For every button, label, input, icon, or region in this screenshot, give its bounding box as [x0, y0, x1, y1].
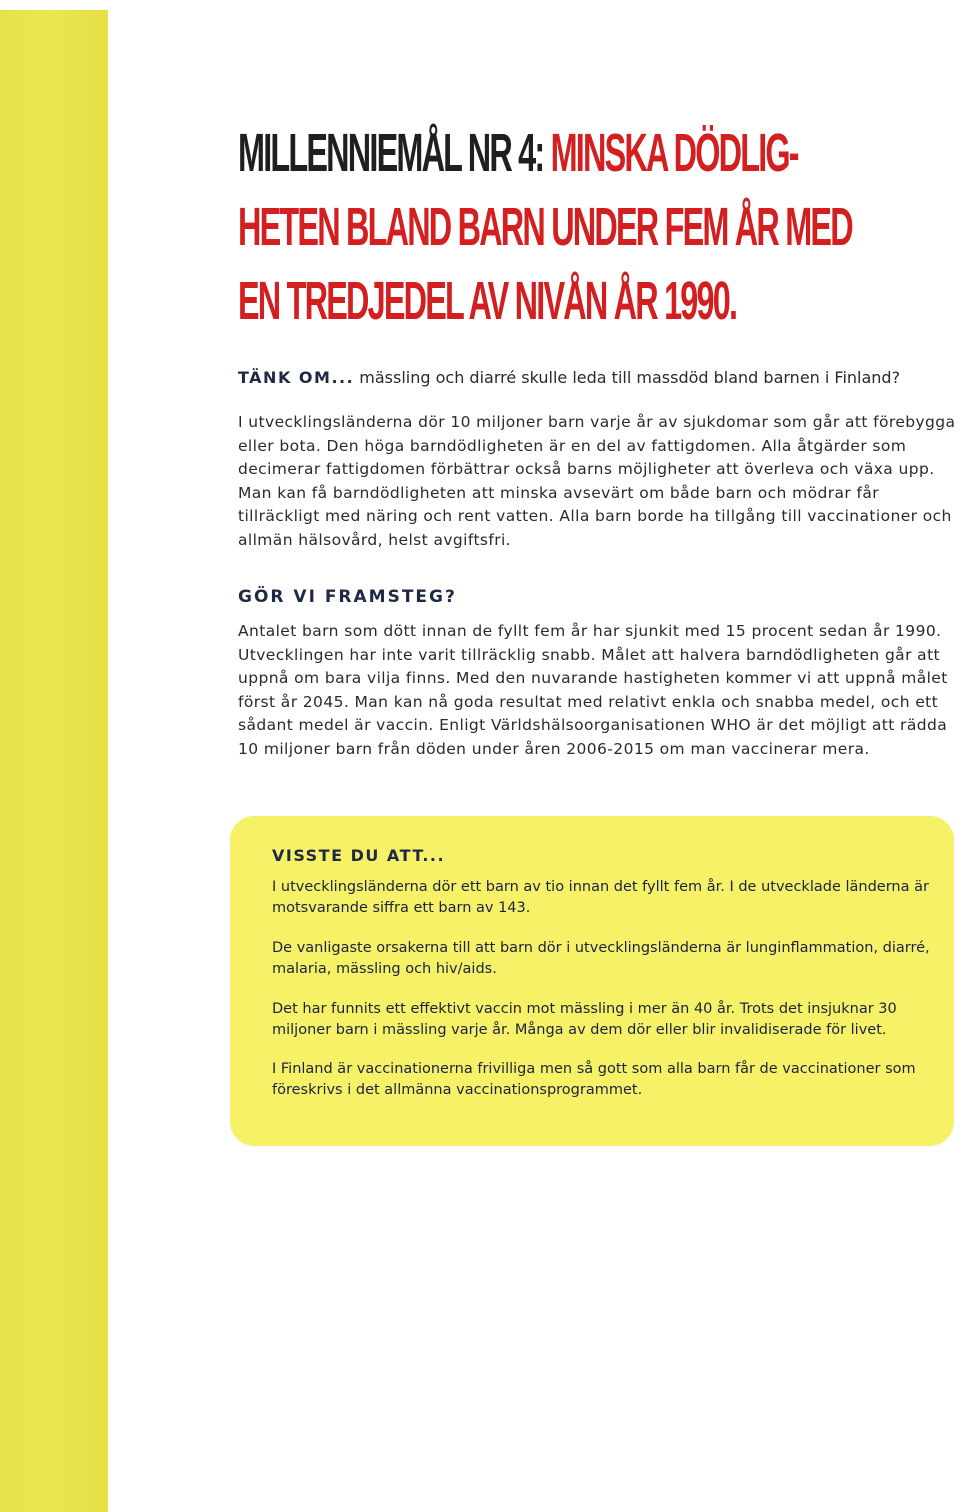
page-headline — [238, 116, 852, 338]
callout-paragraph: Det har funnits ett effektivt vaccin mot mässling i mer än 40 år. Trots det insjuknar 30 miljoner barn i mässling varje år. Många av dem dör eller blir invalidiserade för livet. — [272, 1001, 897, 1038]
fact-callout-box — [230, 816, 954, 1146]
headline-prefix: MILLENNIEMÅL NR 4: — [238, 123, 544, 183]
callout-heading: VISSTE DU ATT... — [272, 846, 446, 865]
callout-paragraph: De vanligaste orsakerna till att barn dör i utvecklingsländerna är lunginflammation, diarré, malaria, mässling och hiv/aids. — [272, 940, 930, 977]
body-paragraph-2: Antalet barn som dött innan de fyllt fem år har sjunkit med 15 procent sedan år 1990. Utvecklingen har inte varit tillräcklig snabb. Målet att halvera barndödligheten går att uppnå om bara vilja finns. Med den nuvarande hastigheten kommer vi att uppnå målet först år 2045. Man kan nå goda resultat med relativt enkla och snabba medel, och ett sådant medel är vaccin. Enligt Världshälsoorganisationen WHO är det möjligt att rädda 10 miljoner barn från döden under åren 2006-2015 om man vaccinerar mera. — [238, 622, 948, 758]
intro-text: mässling och diarré skulle leda till massdöd bland barnen i Finland? — [359, 368, 901, 387]
body-paragraph-1: I utvecklingsländerna dör 10 miljoner barn varje år av sjukdomar som går att förebygga eller bota. Den höga barndödligheten är en del av fattigdomen. Alla åtgärder som decimerar fattigdomen förbättrar också barns möjligheter att överleva och växa upp. Man kan få barndödligheten att minska avsevärt om både barn och mödrar får tillräckligt med näring och rent vatten. Alla barn borde ha tillgång till vaccinationer och allmän hälsovård, helst avgiftsfri. — [238, 413, 956, 549]
headline-line-2: HETEN BLAND BARN UNDER FEM ÅR MED — [238, 197, 852, 257]
callout-paragraph: I utvecklingsländerna dör ett barn av tio innan det fyllt fem år. I de utvecklade länderna är motsvarande siffra ett barn av 143. — [272, 879, 929, 916]
section-heading: GÖR VI FRAMSTEG? — [238, 587, 457, 607]
headline-accent: MINSKA DÖDLIG- — [550, 123, 798, 183]
headline-line-3: EN TREDJEDEL AV NIVÅN ÅR 1990. — [238, 271, 737, 331]
intro-line — [238, 366, 958, 389]
yellow-side-strip — [0, 10, 108, 1512]
headline-line-1 — [238, 116, 798, 190]
intro-lead: TÄNK OM... — [238, 368, 355, 387]
callout-paragraph: I Finland är vaccinationerna frivilliga men så gott som alla barn får de vaccinationer som föreskrivs i det allmänna vaccinationsprogrammet. — [272, 1061, 916, 1098]
